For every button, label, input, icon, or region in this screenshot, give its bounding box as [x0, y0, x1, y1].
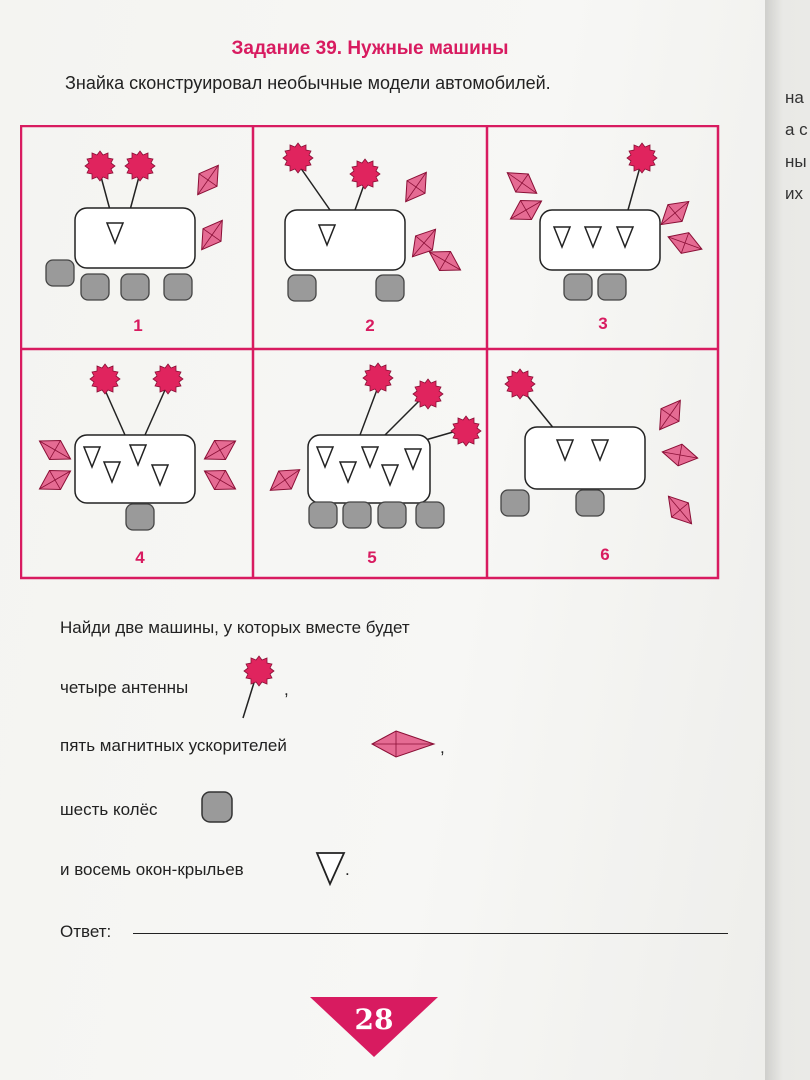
- next-page-fragment-2: а с: [785, 120, 808, 139]
- page-number-badge: [310, 995, 438, 1057]
- next-page-fragment-3: ны: [785, 152, 807, 171]
- question-period: .: [345, 860, 350, 879]
- page-number: 28: [354, 1003, 394, 1036]
- question-line-wheels: шесть колёс: [60, 800, 158, 819]
- car-label-3: 3: [598, 314, 608, 333]
- accelerator-icon: [368, 728, 438, 760]
- next-page-fragment-1: на: [785, 88, 804, 107]
- answer-label: Ответ:: [60, 922, 112, 941]
- car-6: [501, 369, 700, 531]
- wheel-icon: [200, 790, 234, 824]
- car-4: [34, 364, 241, 530]
- next-page-edge: [765, 0, 810, 1080]
- car-label-4: 4: [135, 548, 145, 567]
- car-2: [283, 143, 466, 301]
- car-label-1: 1: [133, 316, 143, 335]
- next-page-fragment-4: их: [785, 184, 803, 203]
- question-comma-1: ,: [284, 680, 289, 699]
- question-line-antennas: четыре антенны: [60, 678, 189, 697]
- task-title: Задание 39. Нужные машины: [231, 38, 509, 59]
- antenna-icon: [237, 648, 277, 720]
- question-intro: Найди две машины, у которых вместе будет: [60, 618, 410, 637]
- car-label-6: 6: [600, 545, 610, 564]
- car-label-5: 5: [367, 548, 377, 567]
- car-5: [264, 363, 481, 528]
- question-comma-2: ,: [440, 738, 445, 757]
- car-label-2: 2: [365, 316, 375, 335]
- task-subtitle: Знайка сконструировал необычные модели автомобилей.: [65, 73, 551, 93]
- car-1: [46, 151, 231, 300]
- answer-line[interactable]: [133, 933, 728, 934]
- car-3: [501, 143, 706, 300]
- question-line-accelerators: пять магнитных ускорителей: [60, 736, 287, 755]
- cars-grid: [20, 125, 720, 580]
- window-wing-icon: [314, 848, 348, 888]
- question-line-windows: и восемь окон-крыльев: [60, 860, 244, 879]
